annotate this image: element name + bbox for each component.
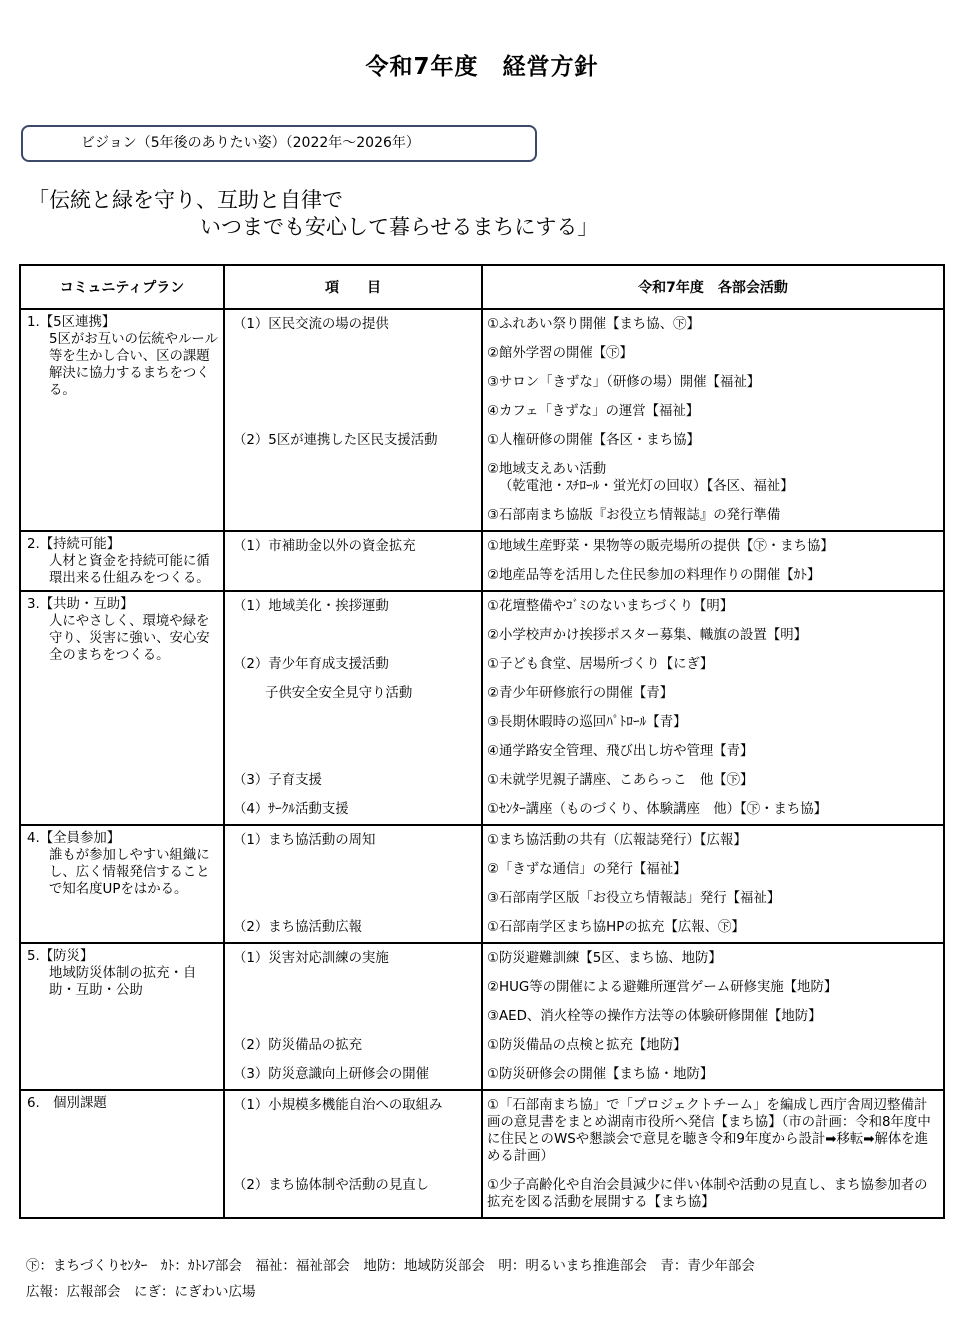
activity-entry xyxy=(483,855,943,884)
activity-text: ②「きずな通信」の発行【福祉】 xyxy=(487,862,687,877)
activity-text: ④カフェ「きずな」の運営【福祉】 xyxy=(487,404,700,419)
activity-cell xyxy=(482,591,944,825)
plan-cell xyxy=(20,309,224,531)
item-cell xyxy=(224,531,482,591)
activity-text: ①まち協活動の共有（広報誌発行）【広報】 xyxy=(487,833,747,848)
plan-cell xyxy=(20,825,224,943)
table-row xyxy=(20,531,944,591)
activity-entry xyxy=(483,397,943,426)
table-header-row xyxy=(20,265,944,309)
activity-text: ③サロン「きずな」（研修の場）開催【福祉】 xyxy=(487,375,761,390)
item-entry xyxy=(225,1002,481,1031)
activity-text: ①ふれあい祭り開催【まち協、㊦】 xyxy=(487,317,700,332)
plan-heading: 2.【持続可能】 xyxy=(27,537,121,552)
item-cell xyxy=(224,309,482,531)
item-cell xyxy=(224,825,482,943)
activity-subtext: （乾電池・ｽﾁﾛｰﾙ・蛍光灯の回収）【各区、福祉】 xyxy=(499,479,794,494)
header-item: 項 目 xyxy=(224,265,482,309)
activity-text: ①「石部南まち協」で「プロジェクトチーム」を編成し西庁舎周辺整備計画の意見書をまとめ湖南市役所へ発信【まち協】（市の計画：令和8年度中に住民とのWSや懇談会で意見を聴き令和9年度から設計➡移転➡解体を進める計画） xyxy=(487,1098,931,1164)
table-row xyxy=(20,943,944,1090)
item-entry xyxy=(225,621,481,650)
activity-entry xyxy=(483,913,943,942)
activity-entry xyxy=(483,1002,943,1031)
plan-heading: 3.【共助・互助】 xyxy=(27,597,134,612)
plan-heading: 5.【防災】 xyxy=(27,949,94,964)
activity-entry xyxy=(483,884,943,913)
activity-entry xyxy=(483,501,943,530)
activity-text: ①防災避難訓練【5区、まち協、地防】 xyxy=(487,951,722,966)
table-row xyxy=(20,591,944,825)
activity-text: ④通学路安全管理、飛び出し坊や管理【青】 xyxy=(487,744,754,759)
activity-entry xyxy=(483,1091,943,1171)
item-cell xyxy=(224,1090,482,1218)
legend-line-1: ㊦：まちづくりｾﾝﾀｰ ｶﾄ：ｶﾄﾚｱ部会 福祉：福祉部会 地防：地域防災部会 明：明るいまち推進部会 青：青少年部会 xyxy=(26,1258,755,1274)
activity-text: ②青少年研修旅行の開催【青】 xyxy=(487,686,674,701)
page-title: 令和7年度 経営方針 xyxy=(365,54,599,80)
item-entry xyxy=(225,884,481,913)
activity-entry xyxy=(483,944,943,973)
activity-entry xyxy=(483,826,943,855)
item-entry: （1）災害対応訓練の実施 xyxy=(233,951,389,966)
item-entry xyxy=(225,708,481,737)
plan-cell xyxy=(20,591,224,825)
activity-text: ③長期休暇時の巡回ﾊﾟﾄﾛｰﾙ【青】 xyxy=(487,715,687,730)
activity-cell xyxy=(482,1090,944,1218)
plan-description: 人材と資金を持続可能に循環出来る仕組みをつくる。 xyxy=(49,554,210,586)
activity-text: ①地域生産野菜・果物等の販売場所の提供【㊦・まち協】 xyxy=(487,539,834,554)
plan-heading: 1.【5区連携】 xyxy=(27,315,116,330)
table-row xyxy=(20,1090,944,1218)
item-entry xyxy=(225,855,481,884)
activity-text: ②HUG等の開催による避難所運営ゲーム研修実施【地防】 xyxy=(487,980,838,995)
header-activity: 令和7年度 各部会活動 xyxy=(482,265,944,309)
slogan xyxy=(28,187,598,241)
slogan-line-2: いつまでも安心して暮らせるまちにする」 xyxy=(200,215,599,239)
activity-entry xyxy=(483,532,943,561)
item-entry xyxy=(225,455,481,501)
item-entry: （2）防災備品の拡充 xyxy=(233,1038,363,1053)
activity-text: ①防災備品の点検と拡充【地防】 xyxy=(487,1038,687,1053)
plan-cell xyxy=(20,1090,224,1218)
activity-text: ①防災研修会の開催【まち協・地防】 xyxy=(487,1067,714,1082)
activity-text: ①ｾﾝﾀｰ講座（ものづくり、体験講座 他）【㊦・まち協】 xyxy=(487,802,828,817)
plan-heading: 4.【全員参加】 xyxy=(27,831,121,846)
activity-cell xyxy=(482,531,944,591)
activity-entry xyxy=(483,973,943,1002)
activity-text: ①子ども食堂、居場所づくり【にぎ】 xyxy=(487,657,714,672)
item-entry: （3）子育支援 xyxy=(233,773,322,788)
item-entry xyxy=(225,368,481,397)
activity-entry xyxy=(483,339,943,368)
item-entry xyxy=(225,737,481,766)
plan-description: 人にやさしく、環境や緑を守り、災害に強い、安心安全のまちをつくる。 xyxy=(49,614,210,663)
activity-entry xyxy=(483,310,943,339)
activity-entry xyxy=(483,795,943,824)
activity-entry xyxy=(483,766,943,795)
item-cell xyxy=(224,943,482,1090)
item-entry: （3）防災意識向上研修会の開催 xyxy=(233,1067,429,1082)
activity-entry xyxy=(483,679,943,708)
activity-text: ③石部南まち協版『お役立ち情報誌』の発行準備 xyxy=(487,508,781,523)
activity-text: ①未就学児親子講座、こあらっこ 他【㊦】 xyxy=(487,773,754,788)
activity-entry xyxy=(483,592,943,621)
activity-text: ②地域支えあい活動 xyxy=(487,462,607,477)
activity-cell xyxy=(482,309,944,531)
legend-line-2: 広報：広報部会 にぎ：にぎわい広場 xyxy=(26,1284,256,1300)
plan-description: 地域防災体制の拡充・自助・互助・公助 xyxy=(49,966,197,998)
activity-text: ②地産品等を活用した住民参加の料理作りの開催【ｶﾄ】 xyxy=(487,568,821,583)
plan-description: 5区がお互いの伝統やルール等を生かし合い、区の課題解決に協力するまちをつくる。 xyxy=(49,332,218,398)
activity-text: ③AED、消火栓等の操作方法等の体験研修開催【地防】 xyxy=(487,1009,822,1024)
header-community-plan: コミュニティプラン xyxy=(20,265,224,309)
table-row xyxy=(20,309,944,531)
activity-text: ③石部南学区版「お役立ち情報誌」発行【福祉】 xyxy=(487,891,781,906)
vision-label-box: ビジョン（5年後のありたい姿）（2022年～2026年） xyxy=(21,125,537,162)
item-entry: （1）小規模多機能自治への取組み xyxy=(233,1098,443,1113)
plan-cell xyxy=(20,943,224,1090)
activity-entry xyxy=(483,1031,943,1060)
slogan-line-1: 「伝統と緑を守り、互助と自律で xyxy=(28,188,343,212)
activity-entry xyxy=(483,1171,943,1217)
item-entry: （1）まち協活動の周知 xyxy=(233,833,376,848)
activity-entry xyxy=(483,561,943,590)
activity-entry xyxy=(483,455,943,501)
item-entry: （2）まち協活動広報 xyxy=(233,920,363,935)
item-entry: （2）青少年育成支援活動 xyxy=(233,657,389,672)
activity-cell xyxy=(482,825,944,943)
activity-entry xyxy=(483,737,943,766)
activity-text: ①人権研修の開催【各区・まち協】 xyxy=(487,433,700,448)
item-entry: 子供安全安全見守り活動 xyxy=(265,686,413,701)
activity-text: ②館外学習の開催【㊦】 xyxy=(487,346,633,361)
item-entry: （1）市補助金以外の資金拡充 xyxy=(233,539,416,554)
item-entry: （1）区民交流の場の提供 xyxy=(233,317,389,332)
plan-cell xyxy=(20,531,224,591)
item-entry: （2）まち協体制や活動の見直し xyxy=(233,1178,429,1193)
item-entry xyxy=(225,339,481,368)
activity-cell xyxy=(482,943,944,1090)
plan-description: 誰もが参加しやすい組織にし、広く情報発信することで知名度UPをはかる。 xyxy=(49,848,210,897)
item-entry xyxy=(225,397,481,426)
activity-text: ①石部南学区まち協HPの拡充【広報、㊦】 xyxy=(487,920,745,935)
table-row xyxy=(20,825,944,943)
plan-table xyxy=(19,264,945,1219)
activity-text: ②小学校声かけ挨拶ポスター募集、幟旗の設置【明】 xyxy=(487,628,807,643)
item-entry: （4）ｻｰｸﾙ活動支援 xyxy=(233,802,349,817)
plan-heading: 6. 個別課題 xyxy=(27,1096,107,1111)
activity-entry xyxy=(483,708,943,737)
item-cell xyxy=(224,591,482,825)
item-entry xyxy=(225,561,481,590)
activity-entry xyxy=(483,1060,943,1089)
activity-text: ①花壇整備やｺﾞﾐのないまちづくり【明】 xyxy=(487,599,734,614)
activity-entry xyxy=(483,426,943,455)
activity-entry xyxy=(483,621,943,650)
activity-entry xyxy=(483,650,943,679)
item-entry: （2）5区が連携した区民支援活動 xyxy=(233,433,438,448)
activity-text: ①少子高齢化や自治会員減少に伴い体制や活動の見直し、まち協参加者の拡充を図る活動を展開する【まち協】 xyxy=(487,1178,928,1210)
item-entry xyxy=(225,501,481,530)
item-entry xyxy=(225,973,481,1002)
item-entry: （1）地域美化・挨拶運動 xyxy=(233,599,389,614)
activity-entry xyxy=(483,368,943,397)
